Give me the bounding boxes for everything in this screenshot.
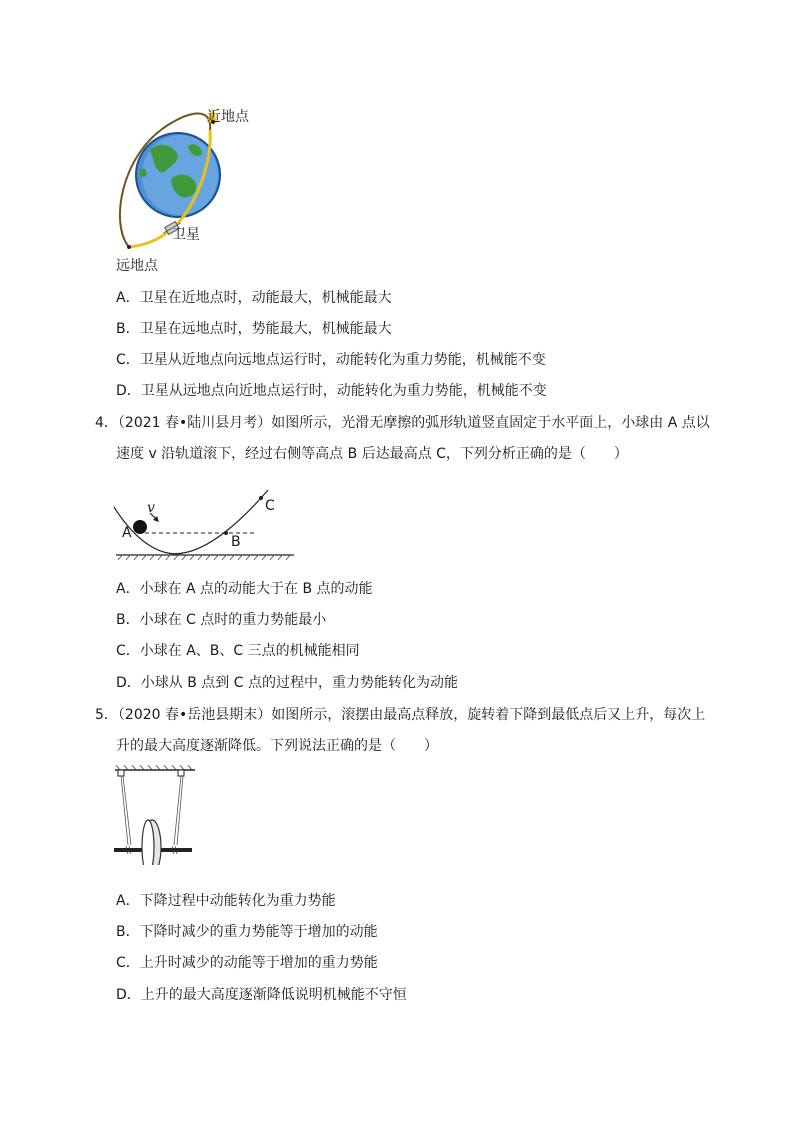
q5-option-d: D．上升的最大高度逐渐降低说明机械能不守恒	[116, 987, 407, 1003]
q4-option-a: A．小球在 A 点的动能大于在 B 点的动能	[116, 581, 373, 597]
point-c-label: C	[265, 498, 275, 514]
q4-stem-line1: 4．（2021 春•陆川县月考）如图所示，光滑无摩擦的弧形轨道竖直固定于水平面上，小球由 A 点以	[95, 415, 710, 431]
q5-option-a: A．下降过程中动能转化为重力势能	[116, 893, 336, 909]
track-figure	[108, 485, 300, 565]
q5-stem-line1: 5．（2020 春•岳池县期末）如图所示，滚摆由最高点释放，旋转着下降到最低点后又上升，每次上	[95, 707, 706, 723]
velocity-label: v	[147, 500, 155, 516]
q5-stem-line2: 升的最大高度逐渐降低。下列说法正确的是（ ）	[116, 738, 438, 754]
q4-option-c: C．小球在 A、B、C 三点的机械能相同	[116, 643, 360, 659]
q4-option-b: B．小球在 C 点时的重力势能最小	[116, 612, 327, 628]
point-b-label: B	[231, 534, 241, 550]
q5-option-c: C．上升时减少的动能等于增加的重力势能	[116, 955, 378, 971]
apogee-label: 远地点	[116, 258, 158, 274]
point-a-label: A	[122, 525, 132, 541]
q3-option-d: D．卫星从远地点向近地点运行时，动能转化为重力势能，机械能不变	[116, 383, 547, 399]
q3-option-c: C．卫星从近地点向远地点运行时，动能转化为重力势能，机械能不变	[116, 352, 546, 368]
q5-option-b: B．下降时减少的重力势能等于增加的动能	[116, 924, 378, 940]
q3-option-a: A．卫星在近地点时，动能最大，机械能最大	[116, 290, 392, 306]
satellite-label: 卫星	[172, 227, 200, 243]
perigee-label: 近地点	[207, 109, 249, 125]
q4-option-d: D．小球从 B 点到 C 点的过程中，重力势能转化为动能	[116, 675, 458, 691]
maxwell-pendulum-figure	[110, 765, 200, 865]
q4-stem-line2: 速度 v 沿轨道滚下，经过右侧等高点 B 后达最高点 C，下列分析正确的是（ ）	[116, 446, 628, 462]
q3-option-b: B．卫星在远地点时，势能最大，机械能最大	[116, 321, 392, 337]
